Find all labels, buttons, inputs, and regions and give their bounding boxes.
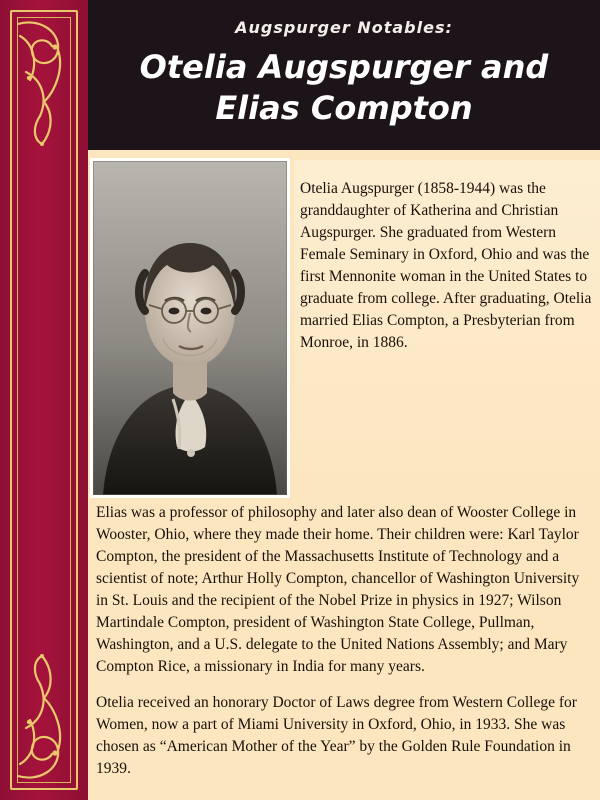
page-title [88,47,600,129]
page-title-line-1: Otelia Augspurger and [139,48,549,86]
scroll-flourish-bottom-icon [8,644,80,794]
portrait-illustration-icon [93,161,287,495]
scroll-flourish-top-icon [8,6,80,156]
poster-body [88,150,600,800]
decorative-left-border [0,0,88,800]
portrait-photo [90,158,290,498]
body-inner [88,150,600,800]
body-text-block [96,502,592,794]
poster-header [88,0,600,150]
body-paragraph-2: Elias was a professor of philosophy and later also dean of Wooster College in Wooster, Ohio, where they made their home. Their children were: Karl Taylor Compton, the president of the Massachusetts Institute of Technology and a scientist of note; Arthur Holly Compton, chancellor of Washington University in St. Louis and the recipient of the Nobel Prize in physics in 1927; Wilson Martindale Compton, president of Washington State College, Pullman, Washington, and a U.S. delegate to the United Nations Assembly; and Mary Compton Rice, a missionary in India for many years. [96,504,580,675]
intro-paragraph: Otelia Augspurger (1858-1944) was the granddaughter of Katherina and Christian Augspurger. She graduated from Western Female Seminary in Oxford, Ohio and was the first Mennonite woman in the United States to graduate from college. After graduating, Otelia married Elias Compton, a Presbyterian from Monroe, in 1886. [300,180,592,351]
header-kicker: Augspurger Notables: [235,18,453,37]
body-paragraph-3: Otelia received an honorary Doctor of Laws degree from Western College for Women, now a part of Miami University in Oxford, Ohio, in 1933. She was chosen as “American Mother of the Year” by the Golden Rule Foundation in 1939. [96,694,577,777]
page-title-line-2: Elias Compton [215,88,473,127]
intro-text-block [300,178,592,368]
